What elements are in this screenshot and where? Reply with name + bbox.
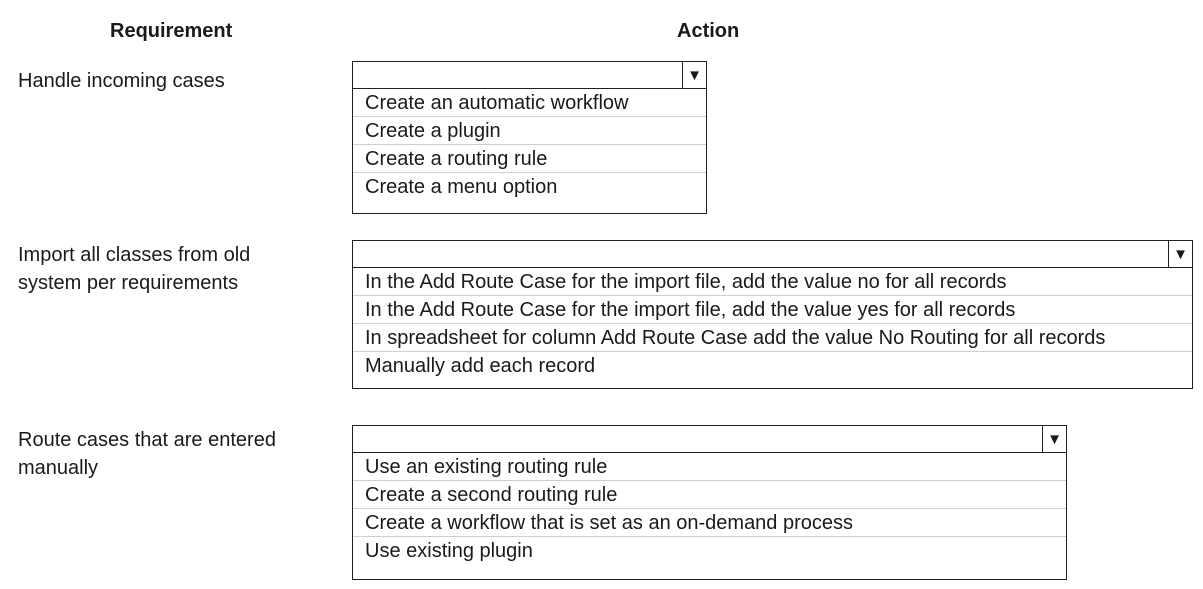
dropdown-2-selected-box[interactable] [353,241,1192,268]
dropdown-1-option-1[interactable]: Create an automatic workflow [353,89,706,117]
requirement-route-manual-cases: Route cases that are entered manually [18,429,276,479]
requirement-header: Requirement [110,20,233,42]
dropdown-1-option-3[interactable]: Create a routing rule [353,145,706,173]
requirement-import-classes: Import all classes from old system per requirements [18,244,251,294]
dropdown-3-selected-box[interactable] [353,426,1066,453]
dropdown-2-option-3[interactable]: In spreadsheet for column Add Route Case add the value No Routing for all records [353,324,1192,352]
dropdown-1-option-4[interactable]: Create a menu option [365,176,558,198]
dropdown-3-option-3[interactable]: Create a workflow that is set as an on-demand process [353,509,1066,537]
dropdown-1-selected-box[interactable] [353,62,706,89]
chevron-down-icon[interactable]: ▼ [682,62,706,88]
chevron-down-icon[interactable]: ▼ [1168,241,1192,267]
chevron-down-icon[interactable]: ▼ [1042,426,1066,452]
dropdown-2-option-1[interactable]: In the Add Route Case for the import file, add the value no for all records [353,268,1192,296]
action-dropdown-3[interactable] [352,425,1067,580]
action-header: Action [677,20,740,42]
dropdown-1-option-2[interactable]: Create a plugin [353,117,706,145]
dropdown-2-option-4[interactable]: Manually add each record [365,355,596,377]
action-dropdown-1[interactable] [352,61,707,214]
requirement-handle-incoming-cases: Handle incoming cases [18,70,225,92]
action-dropdown-2[interactable] [352,240,1193,389]
dropdown-3-option-4[interactable]: Use existing plugin [365,540,533,562]
dropdown-3-option-1[interactable]: Use an existing routing rule [353,453,1066,481]
dropdown-3-option-2[interactable]: Create a second routing rule [353,481,1066,509]
dropdown-2-option-2[interactable]: In the Add Route Case for the import file, add the value yes for all records [353,296,1192,324]
